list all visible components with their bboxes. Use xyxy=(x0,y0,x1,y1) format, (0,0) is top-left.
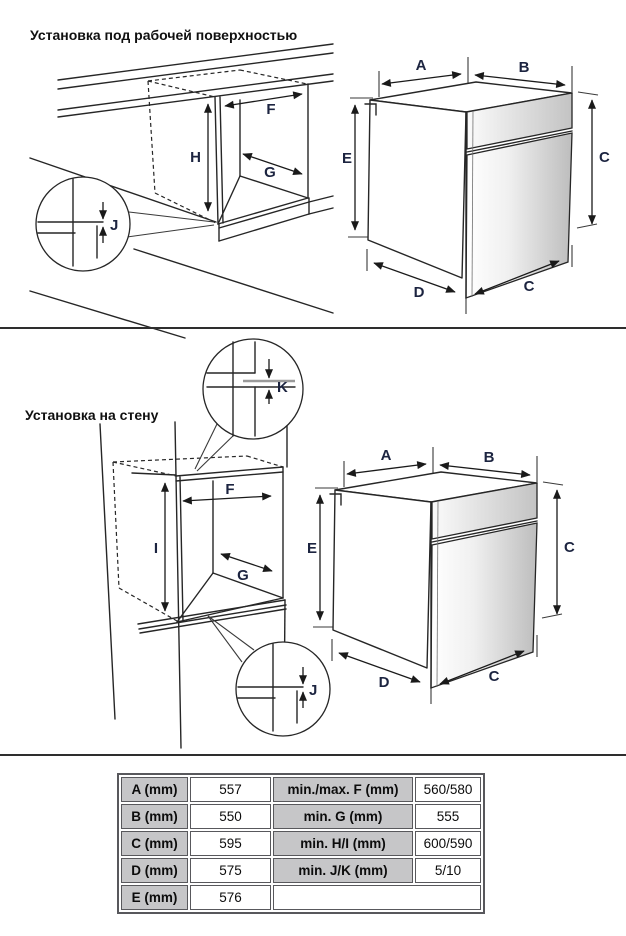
dim-value-cell: 555 xyxy=(415,804,481,829)
dim-label-c-front: C xyxy=(523,278,535,295)
dim-value-cell: 576 xyxy=(190,885,271,910)
oven-volume-dashed-box xyxy=(113,456,283,621)
dim-value-cell: 575 xyxy=(190,858,271,883)
dim-value-cell: 557 xyxy=(190,777,271,802)
dim-label-cell: min. H/I (mm) xyxy=(273,831,413,856)
wall-cabinet-drawing xyxy=(100,339,330,748)
worktop-oven-drawing xyxy=(342,57,610,314)
detail-circle-j xyxy=(208,616,330,736)
dim-label-cell: D (mm) xyxy=(121,858,188,883)
dim-label-b: B xyxy=(483,449,495,466)
dim-label-j: J xyxy=(309,682,318,699)
dim-label-k: K xyxy=(277,379,288,396)
dim-label-cell: min. G (mm) xyxy=(273,804,413,829)
section-title-wall: Установка на стену xyxy=(25,407,159,423)
dim-value-cell: 550 xyxy=(190,804,271,829)
table-row xyxy=(121,858,481,883)
dim-label-cell: A (mm) xyxy=(121,777,188,802)
dim-value-cell: 5/10 xyxy=(415,858,481,883)
dimensions-table xyxy=(117,773,485,914)
wall-oven-drawing xyxy=(307,447,575,704)
dim-label-a: A xyxy=(380,447,392,464)
dim-value-cell: 595 xyxy=(190,831,271,856)
dim-label-d: D xyxy=(378,674,390,691)
table-row xyxy=(121,831,481,856)
dim-label-g: G xyxy=(264,164,276,181)
oven-volume-dashed-box xyxy=(148,70,307,224)
dim-label-i: I xyxy=(153,540,158,557)
dim-label-f: F xyxy=(266,101,276,118)
dim-label-c-front: C xyxy=(488,668,500,685)
dim-value-cell: 560/580 xyxy=(415,777,481,802)
dim-label-g: G xyxy=(237,567,249,584)
dim-label-cell: E (mm) xyxy=(121,885,188,910)
dim-label-f: F xyxy=(225,481,235,498)
dim-label-e: E xyxy=(341,150,352,167)
empty-cell xyxy=(273,885,481,910)
dim-label-cell: min./max. F (mm) xyxy=(273,777,413,802)
dim-value-cell: 600/590 xyxy=(415,831,481,856)
table-row xyxy=(121,804,481,829)
dim-label-b: B xyxy=(518,59,530,76)
dim-label-cell: min. J/K (mm) xyxy=(273,858,413,883)
wall-niche xyxy=(138,467,286,633)
worktop-cabinet-drawing xyxy=(30,44,333,338)
dim-label-h: H xyxy=(190,149,201,166)
dim-label-c-side: C xyxy=(599,149,610,166)
dim-label-d: D xyxy=(413,284,425,301)
dim-label-c-side: C xyxy=(564,539,575,556)
table-row xyxy=(121,777,481,802)
dim-label-j: J xyxy=(110,217,119,234)
dim-label-cell: C (mm) xyxy=(121,831,188,856)
dim-label-e: E xyxy=(306,540,317,557)
section-title-worktop: Установка под рабочей поверхностью xyxy=(30,27,298,43)
table-row xyxy=(121,885,481,910)
dim-label-cell: B (mm) xyxy=(121,804,188,829)
dim-label-a: A xyxy=(415,57,427,74)
